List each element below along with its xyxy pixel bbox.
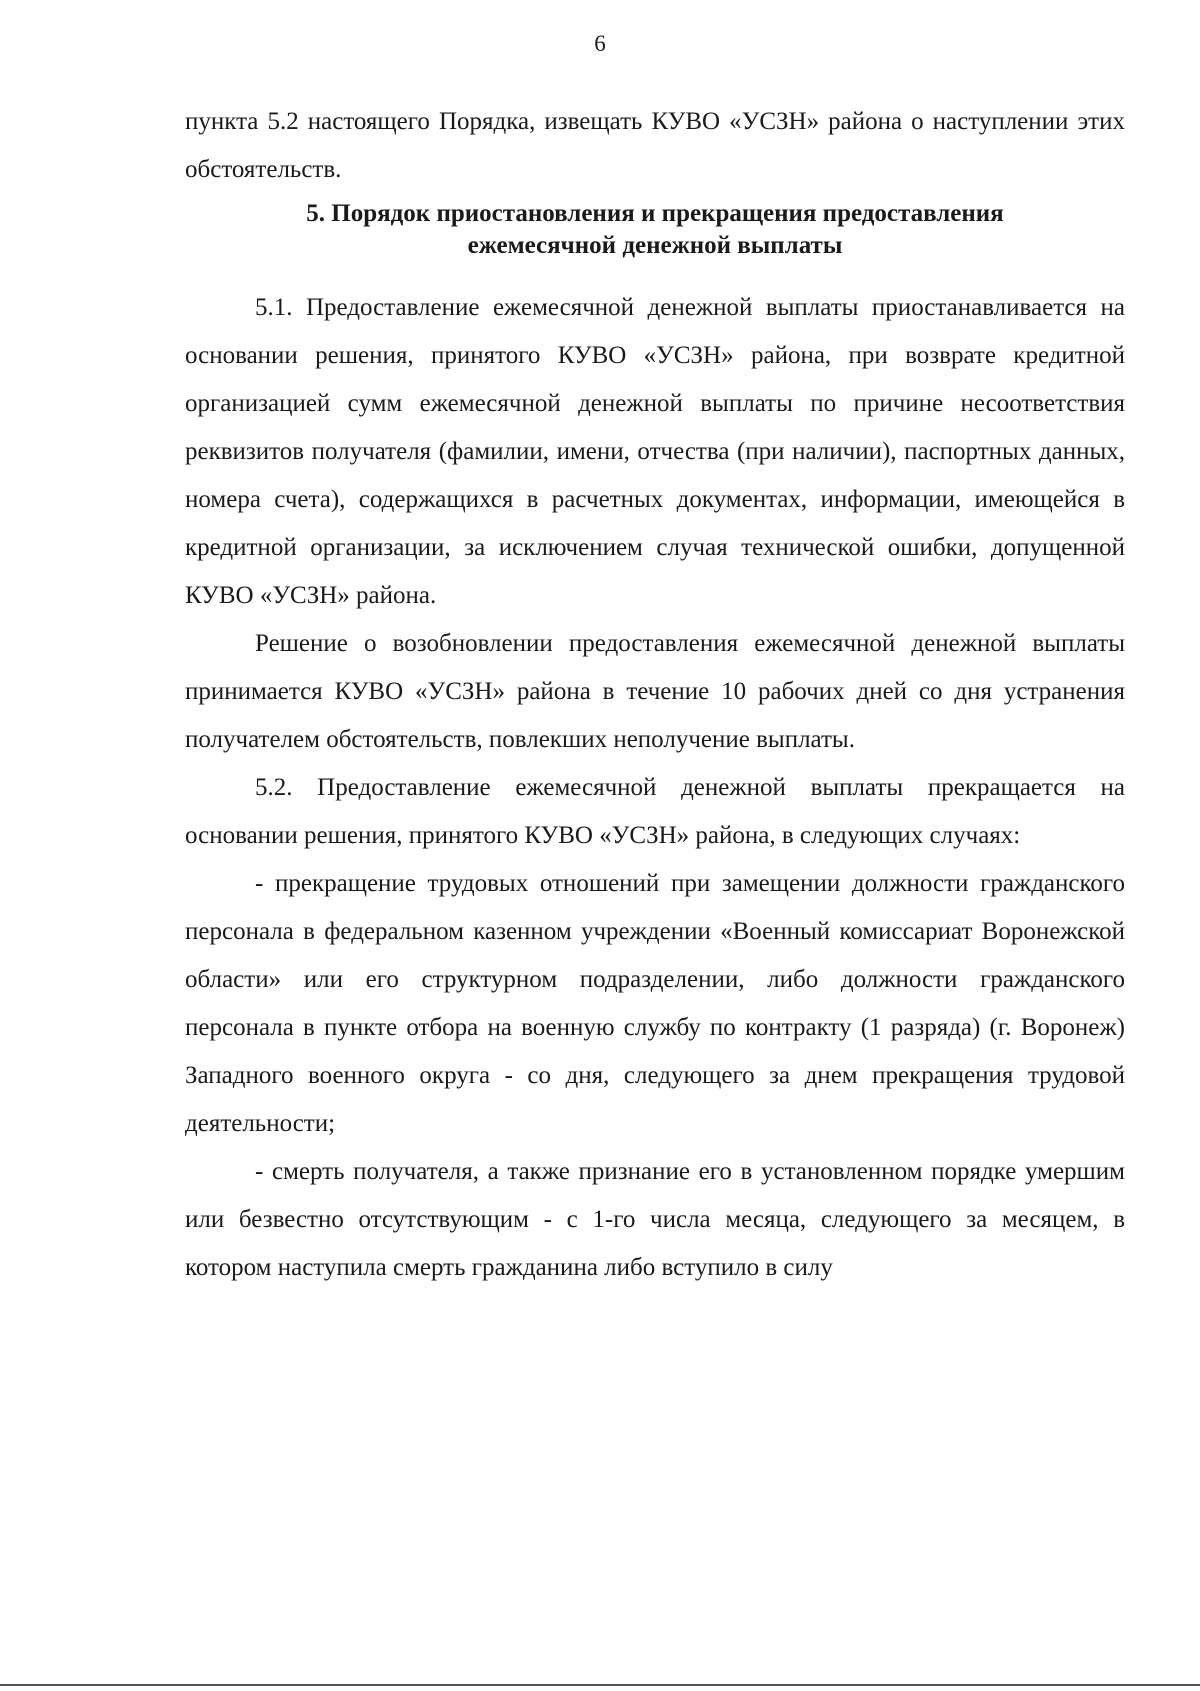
section-heading-line-2: ежемесячной денежной выплаты [467, 232, 843, 259]
section-heading [185, 198, 1125, 262]
page-number: 6 [594, 31, 606, 56]
bottom-divider [0, 1684, 1200, 1686]
list-item-termination-employment: - прекращение трудовых отношений при замещении должности гражданского персонала в федеральном казенном учреждении «Военный комиссариат Воронежской области» или его структурном подразделении, либо должности гражданского персонала в пункте отбора на военную службу по контракту (1 разряда) (г. Воронеж) Западного военного округа - со дня, следующего за днем прекращения трудовой деятельности; [185, 870, 1125, 1137]
paragraph-5-2: 5.2. Предоставление ежемесячной денежной выплаты прекращается на основании решения, принятого КУВО «УСЗН» района, в следующих случаях: [185, 774, 1125, 849]
paragraph-resumption: Решение о возобновлении предоставления ежемесячной денежной выплаты принимается КУВО «УСЗН» района в течение 10 рабочих дней со дня устранения получателем обстоятельств, повлекших неполучение выплаты. [185, 630, 1125, 753]
document-body [185, 98, 1125, 1292]
paragraph-continuation: пункта 5.2 настоящего Порядка, извещать КУВО «УСЗН» района о наступлении этих обстоятельств. [185, 108, 1125, 183]
section-heading-line-1: 5. Порядок приостановления и прекращения предоставления [306, 200, 1004, 227]
list-item-death: - смерть получателя, а также признание его в установленном порядке умершим или безвестно отсутствующим - с 1-го числа месяца, следующего за месяцем, в котором наступила смерть гражданина либо вступило в силу [185, 1158, 1125, 1281]
paragraph-5-1: 5.1. Предоставление ежемесячной денежной выплаты приостанавливается на основании решения, принятого КУВО «УСЗН» района, при возврате кредитной организацией сумм ежемесячной денежной выплаты по причине несоответствия реквизитов получателя (фамилии, имени, отчества (при наличии), паспортных данных, номера счета), содержащихся в расчетных документах, информации, имеющейся в кредитной организации, за исключением случая технической ошибки, допущенной КУВО «УСЗН» района. [185, 294, 1125, 609]
